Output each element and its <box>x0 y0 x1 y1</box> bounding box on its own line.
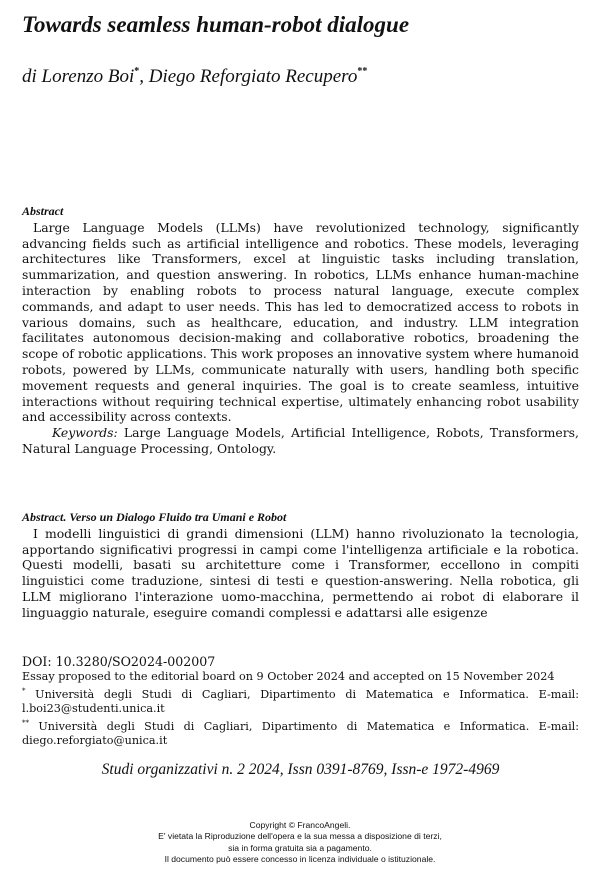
copyright-notice <box>60 820 540 866</box>
footnote-mark-2: ** <box>357 66 368 77</box>
author-recupero: , Diego Reforgiato Recupero <box>139 66 358 87</box>
doi: DOI: 10.3280/SO2024-002007 <box>22 654 216 669</box>
footnote-2-text: Università degli Studi di Cagliari, Dipartimento di Matematica e Informatica. E-mail: diego.reforgiato@unica.it <box>22 720 579 747</box>
abstract-body: Large Language Models (LLMs) have revolutionized technology, significantly advancing fields such as artificial intelligence and robotics. These models, leveraging architectures like Transformers, excel at linguistic tasks including translation, summarization, and question answering. In robotics, LLMs enhance human-machine interaction by enabling robots to process natural language, execute complex commands, and adapt to user needs. This has led to democratized access to robots in various domains, such as healthcare, education, and industry. LLM integration facilitates autonomous decision-making and collaborative robotics, broadening the scope of robotic applications. This work proposes an innovative system where humanoid robots, powered by LLMs, communicate naturally with users, handling both specific movement requests and general inquiries. The goal is to create seamless, intuitive interactions without requiring technical expertise, ultimately enhancing robot usability and accessibility across contexts. <box>22 219 579 425</box>
journal-info: Studi organizzativi n. 2 2024, Issn 0391-8769, Issn-e 1972-4969 <box>101 761 500 778</box>
abstract-english <box>22 204 579 457</box>
keywords-list: Large Language Models, Artificial Intelligence, Robots, Transformers, Natural Language Processing, Ontology. <box>22 425 579 456</box>
submission-note: Essay proposed to the editorial board on 9 October 2024 and accepted on 15 November 2024 <box>22 670 555 683</box>
footnote-2 <box>22 716 579 748</box>
abstract-it-body: I modelli linguistici di grandi dimensioni (LLM) hanno rivoluzionato la tecnologia, apportando significativi progressi in campi come l'intelligenza artificiale e la robotica. Questi modelli, basati su architetture come i Transformer, eccellono in compiti linguistici come traduzione, sintesi di testi e question-answering. Nella robotica, gli LLM migliorano l'interazione uomo-macchina, permettendo ai robot di elaborare il linguaggio naturale, eseguire comandi complessi e adattarsi alle esigenze <box>22 525 579 620</box>
article-metadata <box>22 654 579 748</box>
footnote-1 <box>22 684 579 716</box>
copyright-line-2: E' vietata la Riproduzione dell'opera e la sua messa a disposizione di terzi, <box>158 831 442 842</box>
footnote-mark-1: * <box>134 66 140 77</box>
author-boi: di Lorenzo Boi <box>22 66 135 87</box>
author-line <box>22 66 582 88</box>
footnote-1-mark: * <box>22 687 26 695</box>
paper-title: Towards seamless human-robot dialogue <box>22 12 410 37</box>
copyright-line-1: Copyright © FrancoAngeli. <box>249 820 351 830</box>
abstract-italian <box>22 510 579 621</box>
keywords-label: Keywords: <box>52 425 118 441</box>
abstract-it-heading: Abstract. Verso un Dialogo Fluido tra Umani e Robot <box>22 510 287 524</box>
copyright-line-4: Il documento può essere concesso in licenza individuale o istituzionale. <box>164 854 436 865</box>
abstract-heading: Abstract <box>22 204 64 218</box>
keywords <box>22 425 579 457</box>
footnote-2-mark: ** <box>22 719 29 727</box>
footnote-1-text: Università degli Studi di Cagliari, Dipartimento di Matematica e Informatica. E-mail: l.boi23@studenti.unica.it <box>22 688 579 715</box>
copyright-line-3: sia in forma gratuita sia a pagamento. <box>228 842 372 853</box>
